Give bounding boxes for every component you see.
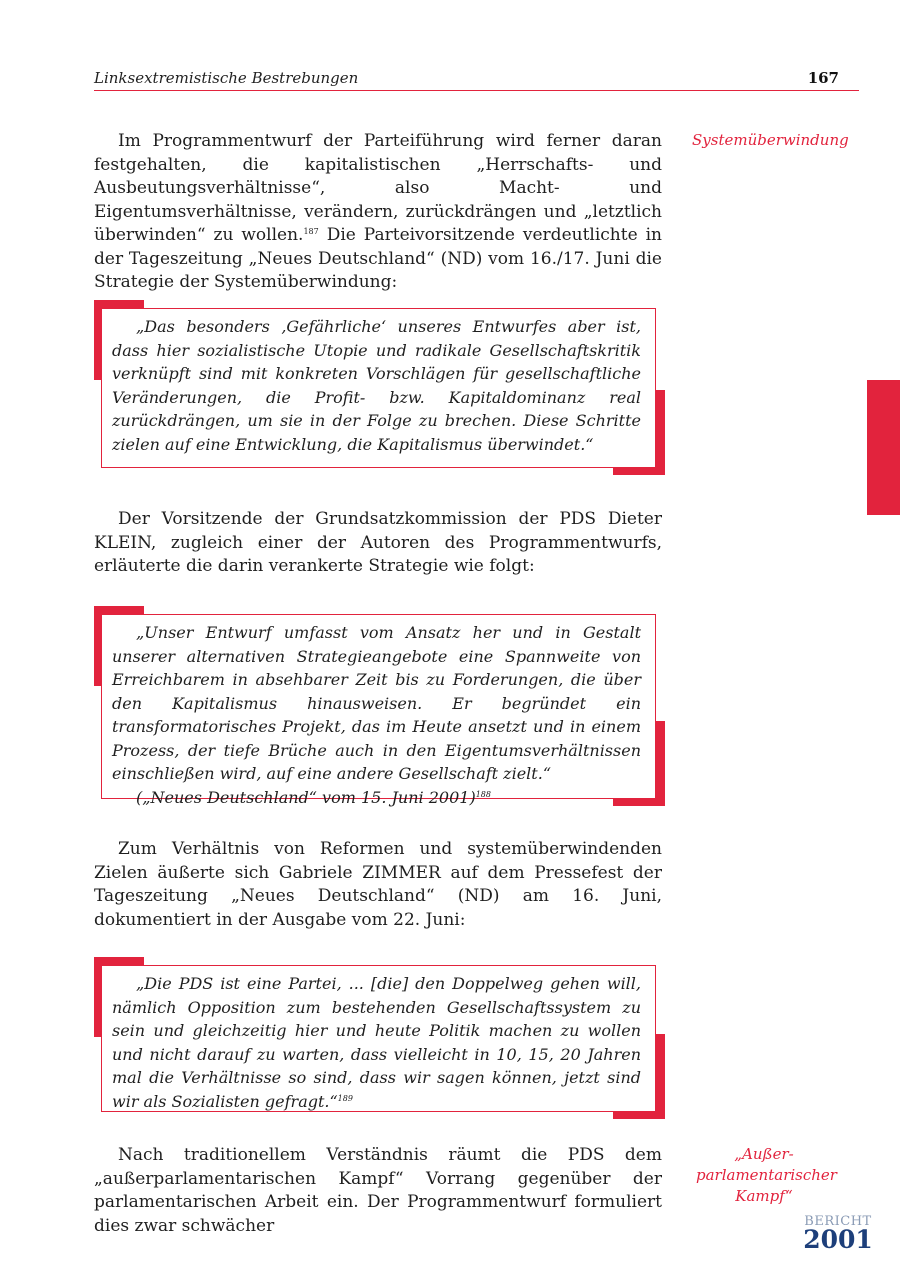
- margin-note-ausserparlamentarischer-kampf: [696, 1144, 837, 1207]
- quote-2-text: „Unser Entwurf umfasst vom Ansatz her und in Gestalt unserer alternativen Strategieangebote eine Spannweite von Erreichbarem in absehbarer Zeit bis zu Forderungen, die über den Kapitalismus hinausweisen. Er begründet ein transformatorisches Projekt, das im Heute ansetzt und in einem Prozess, der tiefe Brüche auch in den Eigentumsverhältnissen einschließen wird, auf eine andere Gesellschaft zielt.“: [112, 623, 641, 783]
- chapter-edge-tab: [867, 380, 900, 515]
- margin-note-line: „Außer-: [734, 1145, 794, 1163]
- margin-note-line: Kampf“: [735, 1187, 793, 1205]
- quote-3-body: „Die PDS ist eine Partei, ... [die] den Doppelweg gehen will, nämlich Opposition zum bestehenden Gesellschaftssystem zu sein und gleichzeitig hier und heute Politik machen zu wollen und nicht darauf zu warten, dass vielleicht in 10, 15, 20 Jahren mal die Verhältnisse so sind, dass wir sagen können, jetzt sind wir als Sozialisten gefragt.“: [112, 974, 641, 1111]
- footnote-187[interactable]: 187: [303, 227, 319, 236]
- paragraph-1-text: Im Programmentwurf der Parteiführung wird ferner daran festgehalten, die kapitalistischen „Herrschafts- und Ausbeutungsverhältnisse“, also Macht- und Eigentumsverhältnisse, verändern, zurückdrängen und „letztlich überwinden“ zu wollen.: [94, 131, 662, 245]
- running-title: Linksextremistische Bestrebungen: [94, 69, 359, 87]
- paragraph-1: [94, 130, 662, 295]
- quote-box-1: [94, 300, 665, 475]
- paragraph-2: Der Vorsitzende der Grundsatzkommission der PDS Dieter KLEIN, zugleich einer der Autoren des Programmentwurfs, erläuterte die darin verankerte Strategie wie folgt:: [94, 509, 662, 576]
- page-number: 167: [807, 69, 839, 87]
- footnote-189[interactable]: 189: [337, 1093, 353, 1103]
- paragraph-3: Zum Verhältnis von Reformen und systemüberwindenden Zielen äußerte sich Gabriele ZIMMER auf dem Pressefest der Tageszeitung „Neues Deutschland“ (ND) am 16. Juni, dokumentiert in der Ausgabe vom 22. Juni:: [94, 839, 662, 930]
- report-logo-word: BERICHT: [804, 1214, 872, 1229]
- margin-note-line: parlamentarischer: [696, 1166, 837, 1184]
- report-logo-year: 2001: [803, 1225, 873, 1254]
- margin-note-systemueberwindung: Systemüberwindung: [692, 131, 849, 149]
- quote-2-source-text: („Neues Deutschland“ vom 15. Juni 2001): [136, 787, 476, 807]
- paragraph-1-text-after: Die Parteivorsitzende verdeutlichte in der Tageszeitung „Neues Deutschland“ (ND) vom 16./17. Juni die Strategie der Systemüberwindung:: [94, 225, 662, 292]
- paragraph-4: Nach traditionellem Verständnis räumt die PDS dem „außerparlamentarischen Kampf“ Vorrang gegenüber der parlamentarischen Arbeit ein. Der Programmentwurf formuliert dies zwar schwächer: [94, 1145, 662, 1236]
- running-header: [94, 68, 859, 91]
- quote-frame: [101, 614, 656, 807]
- quote-box-3: [94, 957, 665, 1119]
- quote-2-source: [112, 786, 641, 810]
- quote-3-text: [112, 972, 641, 1113]
- quote-1-text: „Das besonders ‚Gefährliche‘ unseres Entwurfes aber ist, dass hier sozialistische Utopie und radikale Gesellschaftskritik verknüpft sind mit konkreten Vorschlägen für gesellschaftliche Veränderungen, die Profit- bzw. Kapitaldominanz real zurückdrängen, um sie in der Folge zu brechen. Diese Schritte zielen auf eine Entwicklung, die Kapitalismus überwindet.“: [112, 317, 641, 454]
- quote-frame: [101, 308, 656, 468]
- quote-box-2: [94, 606, 665, 806]
- quote-frame: [101, 965, 656, 1112]
- footnote-188[interactable]: 188: [475, 789, 491, 799]
